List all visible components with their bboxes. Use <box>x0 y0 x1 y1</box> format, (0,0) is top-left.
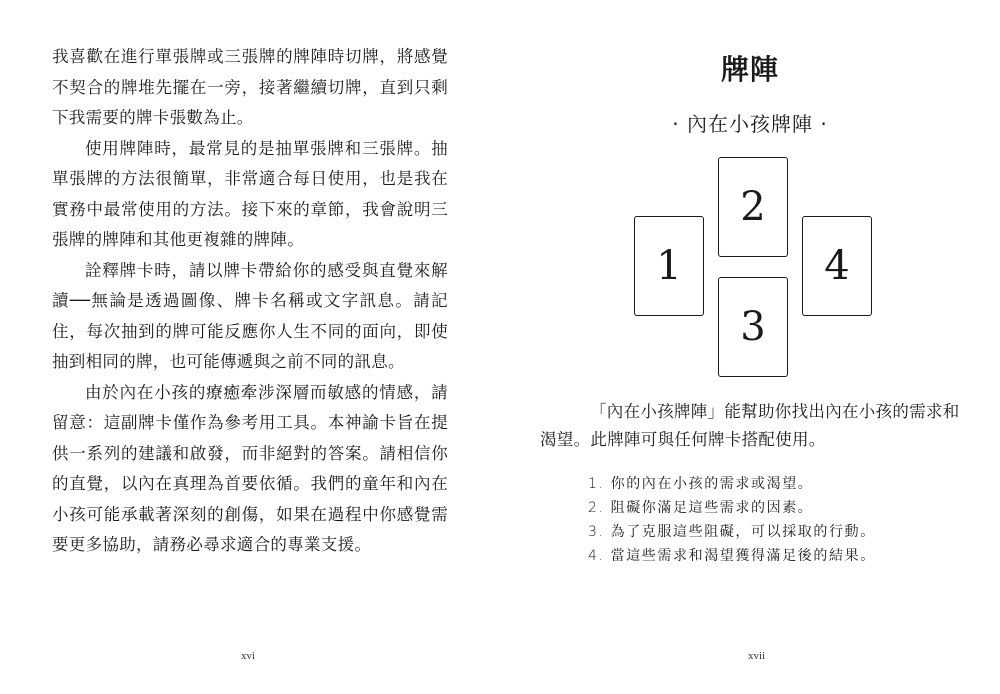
paragraph-2: 使用牌陣時，最常見的是抽單張牌和三張牌。抽單張牌的方法很簡單，非常適合每日使用，也是我在實務中最常使用的方法。接下來的章節，我會說明三張牌的牌陣和其他更複雜的牌陣。 <box>52 138 448 249</box>
card-2: 2 <box>718 157 788 257</box>
list-item: 2. 阻礙你滿足這些需求的因素。 <box>588 500 814 516</box>
paragraph-4: 由於內在小孩的療癒牽涉深層而敏感的情感，請留意：這副牌卡僅作為參考用工具。本神諭卡旨在提供一系列的建議和啟發，而非絕對的答案。請相信你的直覺，以內在真理為首要依循。我們的童年和內在小孩可能承載著深刻的創傷，如果在過程中你感覺需要更多協助，請務必尋求適合的專業支援。 <box>52 382 448 554</box>
right-page <box>500 0 1000 694</box>
left-page-text <box>52 42 448 561</box>
page-number-right: xvii <box>748 650 766 662</box>
spread-description: 「內在小孩牌陣」能幫助你找出內在小孩的需求和渴望。此牌陣可與任何牌卡搭配使用。 <box>540 402 960 449</box>
page-title: 牌陣 <box>720 53 779 86</box>
paragraph-3: 詮釋牌卡時，請以牌卡帶給你的感受與直覺來解讀──無論是透過圖像、牌卡名稱或文字訊息。請記住，每次抽到的牌可能反應你人生不同的面向，即使抽到相同的牌，也可能傳遞與之前不同的訊息。 <box>52 260 448 371</box>
list-item: 1. 你的內在小孩的需求或渴望。 <box>588 476 814 492</box>
paragraph-1: 我喜歡在進行單張牌或三張牌的牌陣時切牌，將感覺不契合的牌堆先擺在一旁，接著繼續切牌，直到只剩下我需要的牌卡張數為止。 <box>52 47 448 127</box>
list-item: 4. 當這些需求和渴望獲得滿足後的結果。 <box>588 548 876 564</box>
spread-subtitle: · 內在小孩牌陣 · <box>672 112 828 136</box>
list-item: 3. 為了克服這些阻礙，可以採取的行動。 <box>588 524 876 540</box>
page-number-left: xvi <box>241 650 256 662</box>
card-1: 1 <box>634 216 704 316</box>
position-list <box>588 472 876 568</box>
card-4: 4 <box>802 216 872 316</box>
card-3: 3 <box>718 277 788 377</box>
